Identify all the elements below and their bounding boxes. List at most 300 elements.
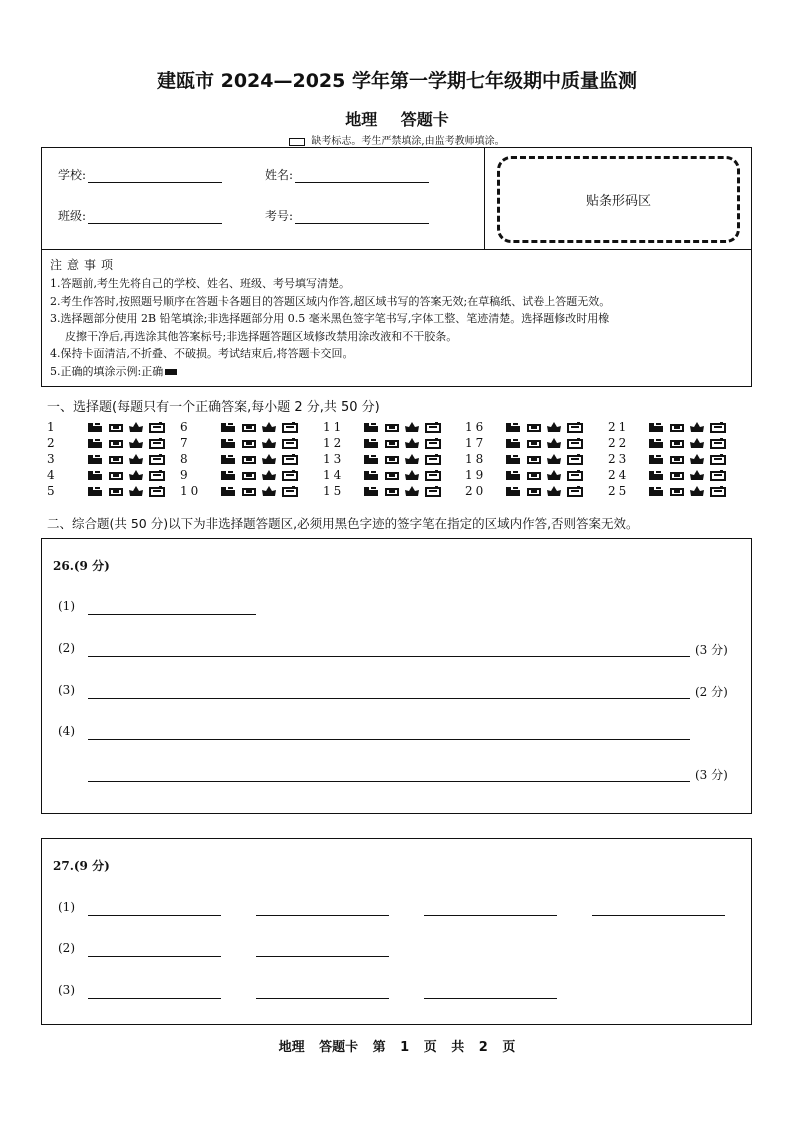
choice-bubble-8-C[interactable] xyxy=(261,454,277,465)
bubble-mark-icon xyxy=(128,422,144,433)
bubble-mark-icon xyxy=(648,486,664,497)
bubble-mark-icon xyxy=(149,486,165,497)
bubble-mark-icon xyxy=(567,470,583,481)
bubble-mark-icon xyxy=(282,438,298,449)
choice-bubble-11-C[interactable] xyxy=(404,422,420,433)
choice-bubble-9-C[interactable] xyxy=(261,470,277,481)
bubble-mark-icon xyxy=(425,422,441,433)
bubble-mark-icon xyxy=(648,422,664,433)
choice-bubble-14-C[interactable] xyxy=(404,470,420,481)
choice-bubble-10-A[interactable] xyxy=(220,486,236,497)
choice-bubble-17-C[interactable] xyxy=(546,438,562,449)
choice-bubble-1-C[interactable] xyxy=(128,422,144,433)
choice-question-number: 13 xyxy=(323,452,345,466)
choice-bubble-20-D[interactable] xyxy=(567,486,583,497)
choice-question-number: 15 xyxy=(323,484,345,498)
choice-bubble-23-B[interactable] xyxy=(669,454,685,465)
bubble-mark-icon xyxy=(425,438,441,449)
choice-bubble-9-B[interactable] xyxy=(241,470,257,481)
bubble-mark-icon xyxy=(108,486,124,497)
choice-bubble-4-D[interactable] xyxy=(149,470,165,481)
bubble-mark-icon xyxy=(425,486,441,497)
choice-bubble-15-D[interactable] xyxy=(425,486,441,497)
name-field[interactable] xyxy=(265,166,429,183)
absent-mark-row xyxy=(0,132,794,147)
notice-title: 注意事项 xyxy=(50,258,119,272)
bubble-mark-icon xyxy=(425,454,441,465)
choice-question-number: 24 xyxy=(608,468,630,482)
choice-question-1 xyxy=(47,420,169,434)
choice-bubble-1-A[interactable] xyxy=(87,422,103,433)
bubble-mark-icon xyxy=(87,454,103,465)
bubble-mark-icon xyxy=(87,422,103,433)
q27-answer-line-1a[interactable] xyxy=(88,915,221,916)
bubble-mark-icon xyxy=(669,470,685,481)
bubble-mark-icon xyxy=(505,470,521,481)
choice-bubble-20-A[interactable] xyxy=(505,486,521,497)
choice-question-23 xyxy=(608,452,730,466)
choice-bubble-25-D[interactable] xyxy=(710,486,726,497)
page-subtitle: 地理 答题卡 xyxy=(345,110,449,129)
bubble-mark-icon xyxy=(526,422,542,433)
choice-bubble-5-C[interactable] xyxy=(128,486,144,497)
choice-bubble-12-A[interactable] xyxy=(363,438,379,449)
barcode-label: 贴条形码区 xyxy=(585,194,651,209)
choice-bubble-5-B[interactable] xyxy=(108,486,124,497)
bubble-mark-icon xyxy=(710,486,726,497)
choice-question-9 xyxy=(180,468,302,482)
bubble-mark-icon xyxy=(546,486,562,497)
info-divider xyxy=(484,148,485,250)
choice-bubble-14-B[interactable] xyxy=(384,470,400,481)
section2-title: 二、综合题(共 50 分)以下为非选择题答题区,必须用黑色字迹的签字笔在指定的区域内作答,否则答案无效。 xyxy=(47,516,639,531)
choice-question-2 xyxy=(47,436,169,450)
q27-label-1: (1) xyxy=(58,900,75,914)
bubble-mark-icon xyxy=(546,422,562,433)
page-title: 建瓯市 2024—2025 学年第一学期七年级期中质量监测 xyxy=(157,70,637,92)
choice-question-number: 1 xyxy=(47,420,58,434)
bubble-mark-icon xyxy=(648,454,664,465)
choice-bubble-4-C[interactable] xyxy=(128,470,144,481)
bubble-mark-icon xyxy=(128,438,144,449)
choice-question-number: 19 xyxy=(465,468,487,482)
choice-bubble-23-A[interactable] xyxy=(648,454,664,465)
bubble-mark-icon xyxy=(363,422,379,433)
bubble-mark-icon xyxy=(363,454,379,465)
choice-question-11 xyxy=(323,420,445,434)
name-input-line[interactable] xyxy=(295,169,429,183)
choice-question-number: 7 xyxy=(180,436,191,450)
choice-question-15 xyxy=(323,484,445,498)
bubble-mark-icon xyxy=(108,438,124,449)
choice-bubble-16-A[interactable] xyxy=(505,422,521,433)
section1-title: 一、选择题(每题只有一个正确答案,每小题 2 分,共 50 分) xyxy=(47,400,380,415)
bubble-mark-icon xyxy=(404,454,420,465)
choice-bubble-3-A[interactable] xyxy=(87,454,103,465)
choice-bubble-17-B[interactable] xyxy=(526,438,542,449)
choice-bubble-11-D[interactable] xyxy=(425,422,441,433)
choice-bubble-14-D[interactable] xyxy=(425,470,441,481)
q27-answer-line-3c[interactable] xyxy=(424,998,557,999)
choice-question-number: 8 xyxy=(180,452,191,466)
bubble-mark-icon xyxy=(404,470,420,481)
bubble-mark-icon xyxy=(669,438,685,449)
choice-bubble-7-C[interactable] xyxy=(261,438,277,449)
choice-bubble-12-B[interactable] xyxy=(384,438,400,449)
choice-bubble-16-B[interactable] xyxy=(526,422,542,433)
choice-bubble-23-C[interactable] xyxy=(689,454,705,465)
bubble-mark-icon xyxy=(505,454,521,465)
choice-bubble-16-C[interactable] xyxy=(546,422,562,433)
choice-bubble-4-A[interactable] xyxy=(87,470,103,481)
bubble-mark-icon xyxy=(384,422,400,433)
q26-label-1: (1) xyxy=(58,599,75,613)
choice-bubble-18-A[interactable] xyxy=(505,454,521,465)
bubble-mark-icon xyxy=(526,486,542,497)
bubble-mark-icon xyxy=(526,454,542,465)
choice-bubble-4-B[interactable] xyxy=(108,470,124,481)
bubble-mark-icon xyxy=(404,486,420,497)
bubble-mark-icon xyxy=(648,438,664,449)
choice-bubble-13-A[interactable] xyxy=(363,454,379,465)
q26-title: 26.(9 分) xyxy=(53,559,110,573)
bubble-mark-icon xyxy=(546,454,562,465)
choice-question-number: 4 xyxy=(47,468,58,482)
choice-question-17 xyxy=(465,436,587,450)
choice-bubble-23-D[interactable] xyxy=(710,454,726,465)
bubble-mark-icon xyxy=(384,438,400,449)
bubble-mark-icon xyxy=(220,454,236,465)
choice-bubble-6-A[interactable] xyxy=(220,422,236,433)
choice-bubble-10-B[interactable] xyxy=(241,486,257,497)
choice-question-number: 11 xyxy=(323,420,345,434)
bubble-mark-icon xyxy=(261,454,277,465)
choice-bubble-15-B[interactable] xyxy=(384,486,400,497)
bubble-mark-icon xyxy=(87,438,103,449)
choice-question-number: 10 xyxy=(180,484,202,498)
bubble-mark-icon xyxy=(282,470,298,481)
sample-fill-mark xyxy=(165,369,177,375)
choice-question-number: 21 xyxy=(608,420,630,434)
choice-question-number: 25 xyxy=(608,484,630,498)
bubble-mark-icon xyxy=(384,470,400,481)
bubble-mark-icon xyxy=(241,438,257,449)
q26-label-2: (2) xyxy=(58,641,75,655)
bubble-mark-icon xyxy=(567,454,583,465)
choice-question-number: 20 xyxy=(465,484,487,498)
choice-bubble-3-D[interactable] xyxy=(149,454,165,465)
choice-question-21 xyxy=(608,420,730,434)
choice-bubble-14-A[interactable] xyxy=(363,470,379,481)
q27-answer-line-1c[interactable] xyxy=(424,915,557,916)
choice-bubble-13-D[interactable] xyxy=(425,454,441,465)
choice-bubble-20-B[interactable] xyxy=(526,486,542,497)
bubble-mark-icon xyxy=(404,422,420,433)
choice-bubble-25-B[interactable] xyxy=(669,486,685,497)
class-label: 班级: xyxy=(58,209,87,223)
bubble-mark-icon xyxy=(241,422,257,433)
q27-title: 27.(9 分) xyxy=(53,859,110,873)
choice-question-3 xyxy=(47,452,169,466)
choice-question-number: 14 xyxy=(323,468,345,482)
choice-bubble-24-B[interactable] xyxy=(669,470,685,481)
q26-score-4: (3 分) xyxy=(695,768,728,782)
q27-answer-line-3b[interactable] xyxy=(256,998,389,999)
q26-answer-line-4b[interactable] xyxy=(88,781,690,782)
bubble-mark-icon xyxy=(546,438,562,449)
choice-bubble-8-D[interactable] xyxy=(282,454,298,465)
class-field[interactable] xyxy=(58,207,222,224)
choice-bubble-5-A[interactable] xyxy=(87,486,103,497)
choice-question-number: 17 xyxy=(465,436,487,450)
q27-label-3: (3) xyxy=(58,983,75,997)
choice-bubble-22-A[interactable] xyxy=(648,438,664,449)
bubble-mark-icon xyxy=(689,470,705,481)
absent-mark-box[interactable] xyxy=(289,138,305,146)
bubble-mark-icon xyxy=(669,454,685,465)
notice-line-5-text: 5.正确的填涂示例:正确 xyxy=(50,364,164,378)
q26-answer-line-1[interactable] xyxy=(88,614,256,615)
choice-bubble-24-C[interactable] xyxy=(689,470,705,481)
q26-answer-line-4a[interactable] xyxy=(88,739,690,740)
bubble-mark-icon xyxy=(282,454,298,465)
choice-bubble-11-A[interactable] xyxy=(363,422,379,433)
bubble-mark-icon xyxy=(149,470,165,481)
choice-bubble-7-B[interactable] xyxy=(241,438,257,449)
choice-bubble-21-B[interactable] xyxy=(669,422,685,433)
bubble-mark-icon xyxy=(526,470,542,481)
bubble-mark-icon xyxy=(689,422,705,433)
bubble-mark-icon xyxy=(261,438,277,449)
bubble-mark-icon xyxy=(363,470,379,481)
choice-bubble-7-D[interactable] xyxy=(282,438,298,449)
choice-bubble-8-A[interactable] xyxy=(220,454,236,465)
bubble-mark-icon xyxy=(689,454,705,465)
bubble-mark-icon xyxy=(282,422,298,433)
choice-bubble-18-B[interactable] xyxy=(526,454,542,465)
choice-bubble-12-C[interactable] xyxy=(404,438,420,449)
choice-bubble-6-B[interactable] xyxy=(241,422,257,433)
bubble-mark-icon xyxy=(710,470,726,481)
choice-bubble-5-D[interactable] xyxy=(149,486,165,497)
choice-bubble-19-C[interactable] xyxy=(546,470,562,481)
bubble-mark-icon xyxy=(282,486,298,497)
choice-bubble-21-A[interactable] xyxy=(648,422,664,433)
q27-answer-line-3a[interactable] xyxy=(88,998,221,999)
choice-question-number: 2 xyxy=(47,436,58,450)
choice-bubble-20-C[interactable] xyxy=(546,486,562,497)
bubble-mark-icon xyxy=(149,454,165,465)
bubble-mark-icon xyxy=(505,422,521,433)
choice-bubble-25-C[interactable] xyxy=(689,486,705,497)
bubble-mark-icon xyxy=(149,438,165,449)
choice-bubble-1-D[interactable] xyxy=(149,422,165,433)
bubble-mark-icon xyxy=(87,486,103,497)
bubble-mark-icon xyxy=(220,486,236,497)
choice-question-22 xyxy=(608,436,730,450)
choice-bubble-7-A[interactable] xyxy=(220,438,236,449)
choice-question-16 xyxy=(465,420,587,434)
bubble-mark-icon xyxy=(128,470,144,481)
choice-question-5 xyxy=(47,484,169,498)
choice-bubble-19-B[interactable] xyxy=(526,470,542,481)
choice-bubble-25-A[interactable] xyxy=(648,486,664,497)
choice-bubble-2-B[interactable] xyxy=(108,438,124,449)
bubble-mark-icon xyxy=(108,470,124,481)
bubble-mark-icon xyxy=(567,486,583,497)
choice-question-6 xyxy=(180,420,302,434)
bubble-mark-icon xyxy=(710,422,726,433)
choice-question-number: 3 xyxy=(47,452,58,466)
choice-question-10 xyxy=(180,484,302,498)
bubble-mark-icon xyxy=(87,470,103,481)
choice-question-number: 5 xyxy=(47,484,58,498)
bubble-mark-icon xyxy=(128,486,144,497)
q27-answer-line-2b[interactable] xyxy=(256,956,389,957)
bubble-mark-icon xyxy=(363,438,379,449)
bubble-mark-icon xyxy=(689,486,705,497)
choice-question-number: 18 xyxy=(465,452,487,466)
exam-no-field[interactable] xyxy=(265,207,429,224)
q26-answer-line-2[interactable] xyxy=(88,656,690,657)
bubble-mark-icon xyxy=(689,438,705,449)
bubble-mark-icon xyxy=(261,470,277,481)
q26-score-2: (3 分) xyxy=(695,643,728,657)
choice-bubble-11-B[interactable] xyxy=(384,422,400,433)
bubble-mark-icon xyxy=(261,486,277,497)
choice-question-19 xyxy=(465,468,587,482)
choice-bubble-2-C[interactable] xyxy=(128,438,144,449)
choice-bubble-2-D[interactable] xyxy=(149,438,165,449)
bubble-mark-icon xyxy=(505,486,521,497)
exam-no-label: 考号: xyxy=(265,209,294,223)
choice-question-24 xyxy=(608,468,730,482)
choice-question-14 xyxy=(323,468,445,482)
choice-question-number: 23 xyxy=(608,452,630,466)
choice-bubble-9-A[interactable] xyxy=(220,470,236,481)
q26-label-4: (4) xyxy=(58,724,75,738)
bubble-mark-icon xyxy=(261,422,277,433)
notice-line-4: 4.保持卡面清洁,不折叠、不破损。考试结束后,将答题卡交回。 xyxy=(50,347,354,360)
bubble-mark-icon xyxy=(363,486,379,497)
choice-bubble-9-D[interactable] xyxy=(282,470,298,481)
bubble-mark-icon xyxy=(505,438,521,449)
q27-answer-line-2a[interactable] xyxy=(88,956,221,957)
choice-bubble-18-D[interactable] xyxy=(567,454,583,465)
choice-bubble-24-D[interactable] xyxy=(710,470,726,481)
q27-label-2: (2) xyxy=(58,941,75,955)
choice-question-8 xyxy=(180,452,302,466)
choice-question-13 xyxy=(323,452,445,466)
choice-bubble-19-A[interactable] xyxy=(505,470,521,481)
bubble-mark-icon xyxy=(710,438,726,449)
bubble-mark-icon xyxy=(384,486,400,497)
choice-bubble-17-D[interactable] xyxy=(567,438,583,449)
choice-question-number: 9 xyxy=(180,468,191,482)
bubble-mark-icon xyxy=(546,470,562,481)
bubble-mark-icon xyxy=(220,438,236,449)
choice-bubble-22-D[interactable] xyxy=(710,438,726,449)
choice-bubble-22-C[interactable] xyxy=(689,438,705,449)
choice-question-7 xyxy=(180,436,302,450)
choice-question-12 xyxy=(323,436,445,450)
choice-bubble-18-C[interactable] xyxy=(546,454,562,465)
choice-question-18 xyxy=(465,452,587,466)
bubble-mark-icon xyxy=(425,470,441,481)
choice-bubble-16-D[interactable] xyxy=(567,422,583,433)
choice-question-4 xyxy=(47,468,169,482)
notice-box xyxy=(41,250,752,387)
choice-bubble-3-B[interactable] xyxy=(108,454,124,465)
bubble-mark-icon xyxy=(220,470,236,481)
choice-question-25 xyxy=(608,484,730,498)
q26-answer-box xyxy=(41,538,752,814)
bubble-mark-icon xyxy=(241,470,257,481)
bubble-mark-icon xyxy=(567,438,583,449)
bubble-mark-icon xyxy=(108,454,124,465)
bubble-mark-icon xyxy=(710,454,726,465)
choice-bubble-1-B[interactable] xyxy=(108,422,124,433)
choice-bubble-6-C[interactable] xyxy=(261,422,277,433)
choice-bubble-21-C[interactable] xyxy=(689,422,705,433)
choice-bubble-24-A[interactable] xyxy=(648,470,664,481)
barcode-area[interactable] xyxy=(497,156,740,243)
choice-bubble-15-C[interactable] xyxy=(404,486,420,497)
q27-answer-line-1b[interactable] xyxy=(256,915,389,916)
bubble-mark-icon xyxy=(384,454,400,465)
bubble-mark-icon xyxy=(108,422,124,433)
school-input-line[interactable] xyxy=(88,169,222,183)
choice-bubble-12-D[interactable] xyxy=(425,438,441,449)
choice-bubble-13-C[interactable] xyxy=(404,454,420,465)
bubble-mark-icon xyxy=(220,422,236,433)
choice-bubble-10-C[interactable] xyxy=(261,486,277,497)
bubble-mark-icon xyxy=(149,422,165,433)
notice-line-3: 3.选择题部分使用 2B 铅笔填涂;非选择题部分用 0.5 毫米黑色签字笔书写,字体工整、笔迹清楚。选择题修改时用橡 xyxy=(50,312,610,325)
bubble-mark-icon xyxy=(241,486,257,497)
choice-question-number: 22 xyxy=(608,436,630,450)
exam-no-input-line[interactable] xyxy=(295,210,429,224)
choice-question-20 xyxy=(465,484,587,498)
choice-bubble-8-B[interactable] xyxy=(241,454,257,465)
choice-bubble-13-B[interactable] xyxy=(384,454,400,465)
school-field[interactable] xyxy=(58,166,222,183)
notice-line-3-cont: 皮擦干净后,再选涂其他答案标号;非选择题答题区域修改禁用涂改液和不干胶条。 xyxy=(65,329,458,343)
bubble-mark-icon xyxy=(404,438,420,449)
q26-answer-line-3[interactable] xyxy=(88,698,690,699)
bubble-mark-icon xyxy=(567,422,583,433)
notice-line-1: 1.答题前,考生先将自己的学校、姓名、班级、考号填写清楚。 xyxy=(50,277,350,290)
notice-line-5 xyxy=(50,363,743,381)
choice-bubble-6-D[interactable] xyxy=(282,422,298,433)
name-label: 姓名: xyxy=(265,168,294,182)
choice-bubble-21-D[interactable] xyxy=(710,422,726,433)
bubble-mark-icon xyxy=(128,454,144,465)
q26-label-3: (3) xyxy=(58,683,75,697)
choice-bubble-17-A[interactable] xyxy=(505,438,521,449)
bubble-mark-icon xyxy=(669,486,685,497)
choice-bubble-10-D[interactable] xyxy=(282,486,298,497)
choice-bubble-2-A[interactable] xyxy=(87,438,103,449)
choice-bubble-19-D[interactable] xyxy=(567,470,583,481)
page-footer: 地理 答题卡 第 1 页 共 2 页 xyxy=(278,1040,516,1055)
class-input-line[interactable] xyxy=(88,210,222,224)
choice-bubble-15-A[interactable] xyxy=(363,486,379,497)
choice-question-number: 6 xyxy=(180,420,191,434)
choice-bubble-22-B[interactable] xyxy=(669,438,685,449)
choice-bubble-3-C[interactable] xyxy=(128,454,144,465)
q27-answer-line-1d[interactable] xyxy=(592,915,725,916)
